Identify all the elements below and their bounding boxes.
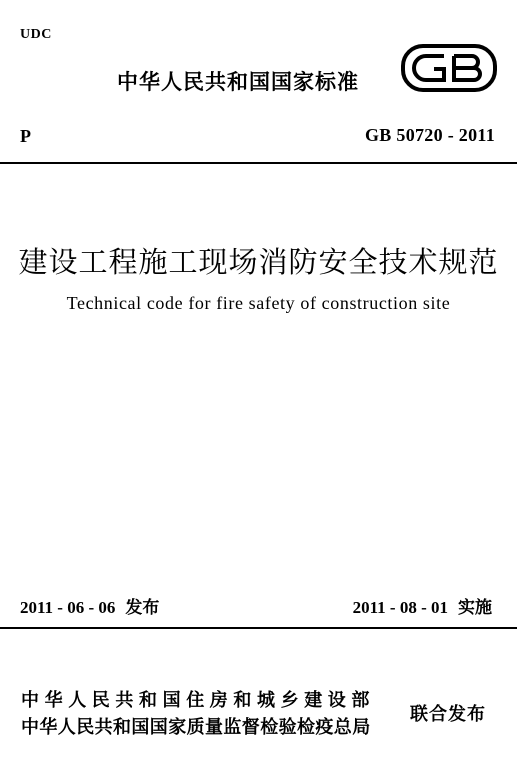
udc-label: UDC [20, 27, 52, 42]
gb-logo [400, 43, 498, 93]
implement-info [353, 593, 492, 618]
publish-date: 2011 - 06 - 06 [20, 598, 116, 617]
document-title-english: Technical code for fire safety of construction site [66, 293, 451, 313]
issuer-ministry-housing: 中华人民共和国住房和城乡建设部 [21, 690, 375, 711]
document-title-chinese: 建设工程施工现场消防安全技术规范 [18, 245, 499, 279]
issuer-quality-supervision: 中华人民共和国国家质量监督检验检疫总局 [21, 717, 371, 738]
publish-info [20, 593, 159, 618]
standard-number: GB 50720 - 2011 [364, 125, 495, 145]
national-standard-heading: 中华人民共和国国家标准 [117, 70, 359, 94]
category-code: P [20, 126, 31, 146]
bottom-divider [0, 627, 517, 629]
implement-label: 实施 [458, 598, 492, 618]
joint-release-label: 联合发布 [410, 704, 486, 725]
publish-label: 发布 [125, 598, 160, 618]
top-divider [0, 162, 517, 164]
implement-date: 2011 - 08 - 01 [352, 598, 448, 617]
